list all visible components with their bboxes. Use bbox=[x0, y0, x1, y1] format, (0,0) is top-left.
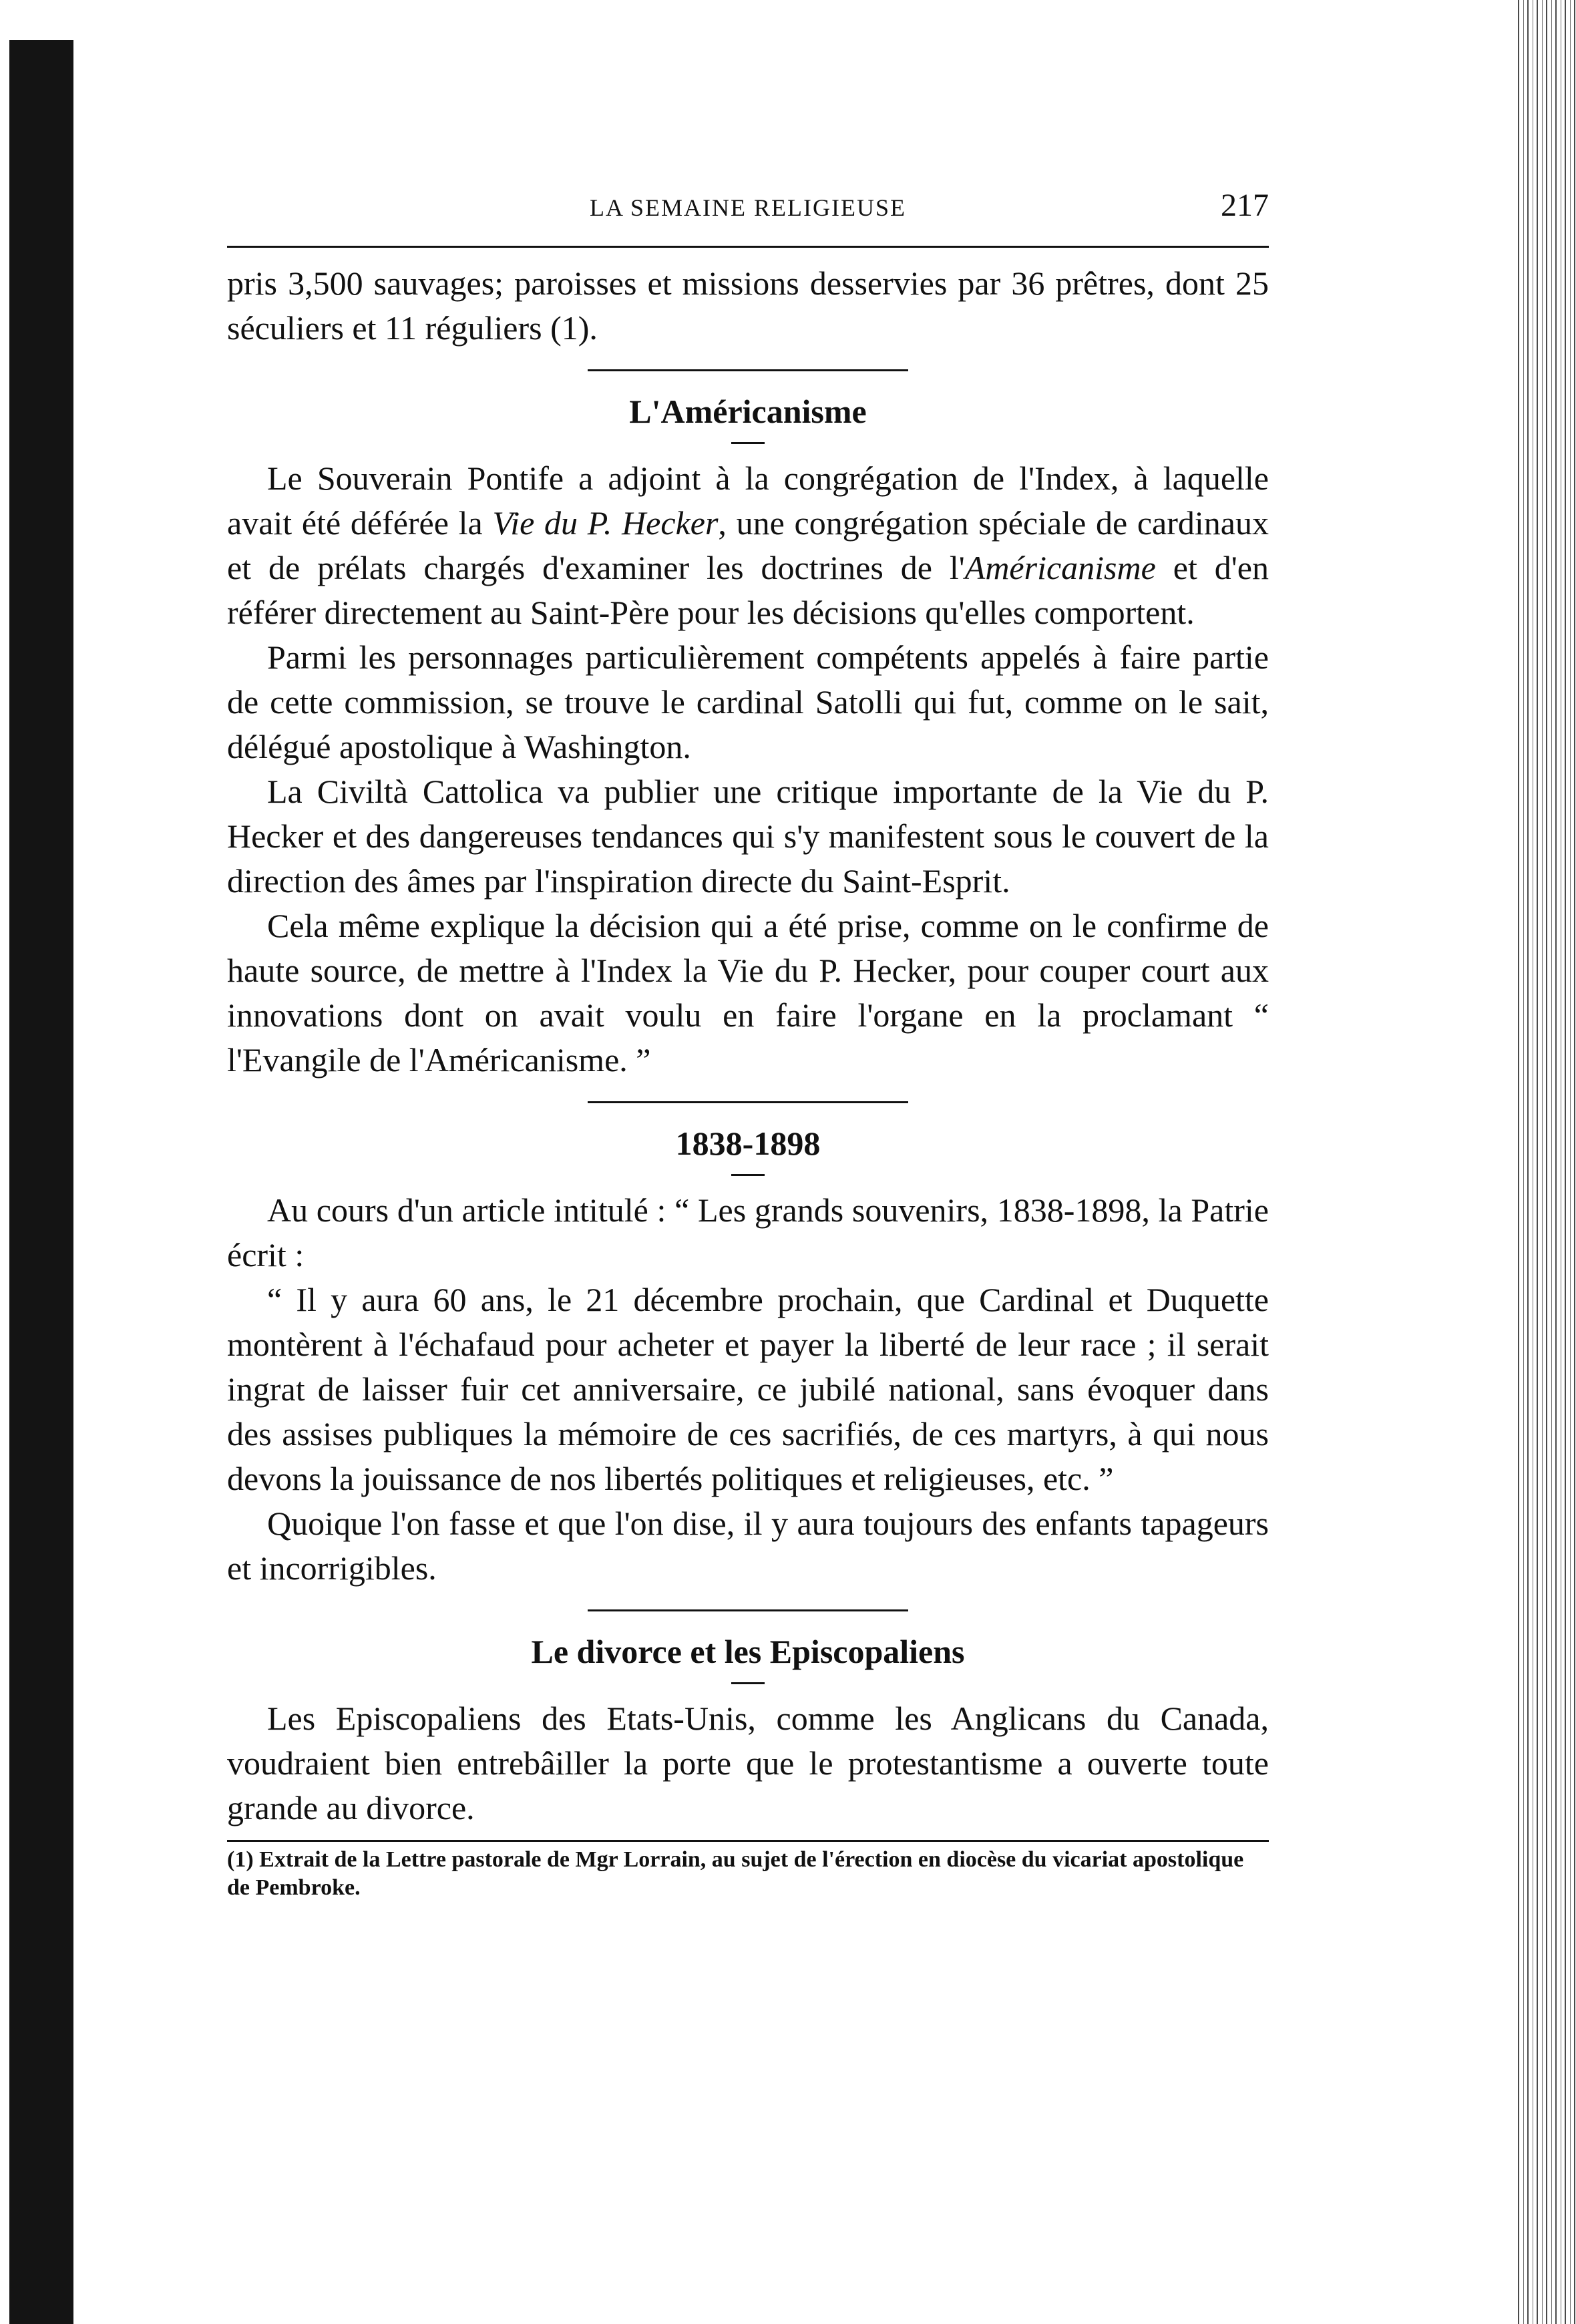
heading-dash bbox=[731, 442, 765, 444]
heading-dash bbox=[731, 1174, 765, 1176]
text-run: et d'en référer directement au Saint-Père pour les décisions qu'elles comportent. bbox=[227, 549, 1269, 631]
intro-paragraph: pris 3,500 sauvages; paroisses et missions desservies par 36 prêtres, dont 25 séculiers et 11 réguliers (1). bbox=[227, 264, 1269, 347]
section-divider bbox=[588, 369, 908, 371]
section-heading-1838-1898: 1838-1898 bbox=[675, 1125, 821, 1162]
paragraph: Cela même explique la décision qui a été prise, comme on le confirme de haute source, de mettre à l'Index la Vie du P. Hecker, pour couper court aux innovations dont on avait voulu en faire l'organe en la proclamant “ l'Evangile de l'Américanisme. ” bbox=[227, 907, 1269, 1079]
italic-title: Vie du P. Hecker bbox=[492, 504, 719, 542]
section-heading-divorce: Le divorce et les Episcopaliens bbox=[531, 1633, 965, 1670]
scan-left-edge bbox=[9, 40, 73, 2324]
paragraph: Quoique l'on fasse et que l'on dise, il y aura toujours des enfants tapageurs et incorrigibles. bbox=[227, 1505, 1269, 1587]
header-rule bbox=[227, 246, 1269, 248]
page-number: 217 bbox=[1221, 188, 1269, 223]
footnote: (1) Extrait de la Lettre pastorale de Mgr Lorrain, au sujet de l'érection en diocèse du vicariat apostolique de Pembroke. bbox=[227, 1847, 1244, 1900]
paragraph: “ Il y aura 60 ans, le 21 décembre prochain, que Cardinal et Duquette montèrent à l'échafaud pour acheter et payer la liberté de leur race ; il serait ingrat de laisser fuir cet anniversaire, ce jubilé national, sans évoquer dans des assises publiques la mémoire de ces sacrifiés, de ces martyrs, à qui nous devons la jouissance de nos libertés politiques et religieuses, etc. ” bbox=[227, 1281, 1269, 1497]
page-content bbox=[227, 180, 1269, 1902]
heading-dash bbox=[731, 1682, 765, 1684]
italic-term: Américanisme bbox=[964, 549, 1156, 586]
footnote-rule bbox=[227, 1840, 1269, 1842]
scan-right-edge bbox=[1515, 0, 1576, 2324]
running-head bbox=[227, 180, 1269, 234]
running-title: LA SEMAINE RELIGIEUSE bbox=[590, 194, 906, 221]
paragraph bbox=[227, 456, 1269, 635]
paragraph: Au cours d'un article intitulé : “ Les grands souvenirs, 1838-1898, la Patrie écrit : bbox=[227, 1191, 1269, 1274]
text-run: Le Souverain Pontife a adjoint à la congrégation de l'Index, à laquelle avait été déférée la bbox=[227, 459, 1269, 542]
section-heading-americanisme: L'Américanisme bbox=[629, 393, 867, 430]
paragraph: La Civiltà Cattolica va publier une critique importante de la Vie du P. Hecker et des dangereuses tendances qui s'y manifestent sous le couvert de la direction des âmes par l'inspiration directe du Saint-Esprit. bbox=[227, 773, 1269, 900]
paragraph: Parmi les personnages particulièrement compétents appelés à faire partie de cette commission, se trouve le cardinal Satolli qui fut, comme on le sait, délégué apostolique à Washington. bbox=[227, 638, 1269, 765]
paragraph: Les Episcopaliens des Etats-Unis, comme les Anglicans du Canada, voudraient bien entrebâiller la porte que le protestantisme a ouverte toute grande au divorce. bbox=[227, 1700, 1269, 1826]
section-divider bbox=[588, 1101, 908, 1103]
text-run: , une congrégation spéciale de cardinaux et de prélats chargés d'examiner les doctrines de l' bbox=[227, 504, 1269, 586]
section-divider bbox=[588, 1609, 908, 1611]
